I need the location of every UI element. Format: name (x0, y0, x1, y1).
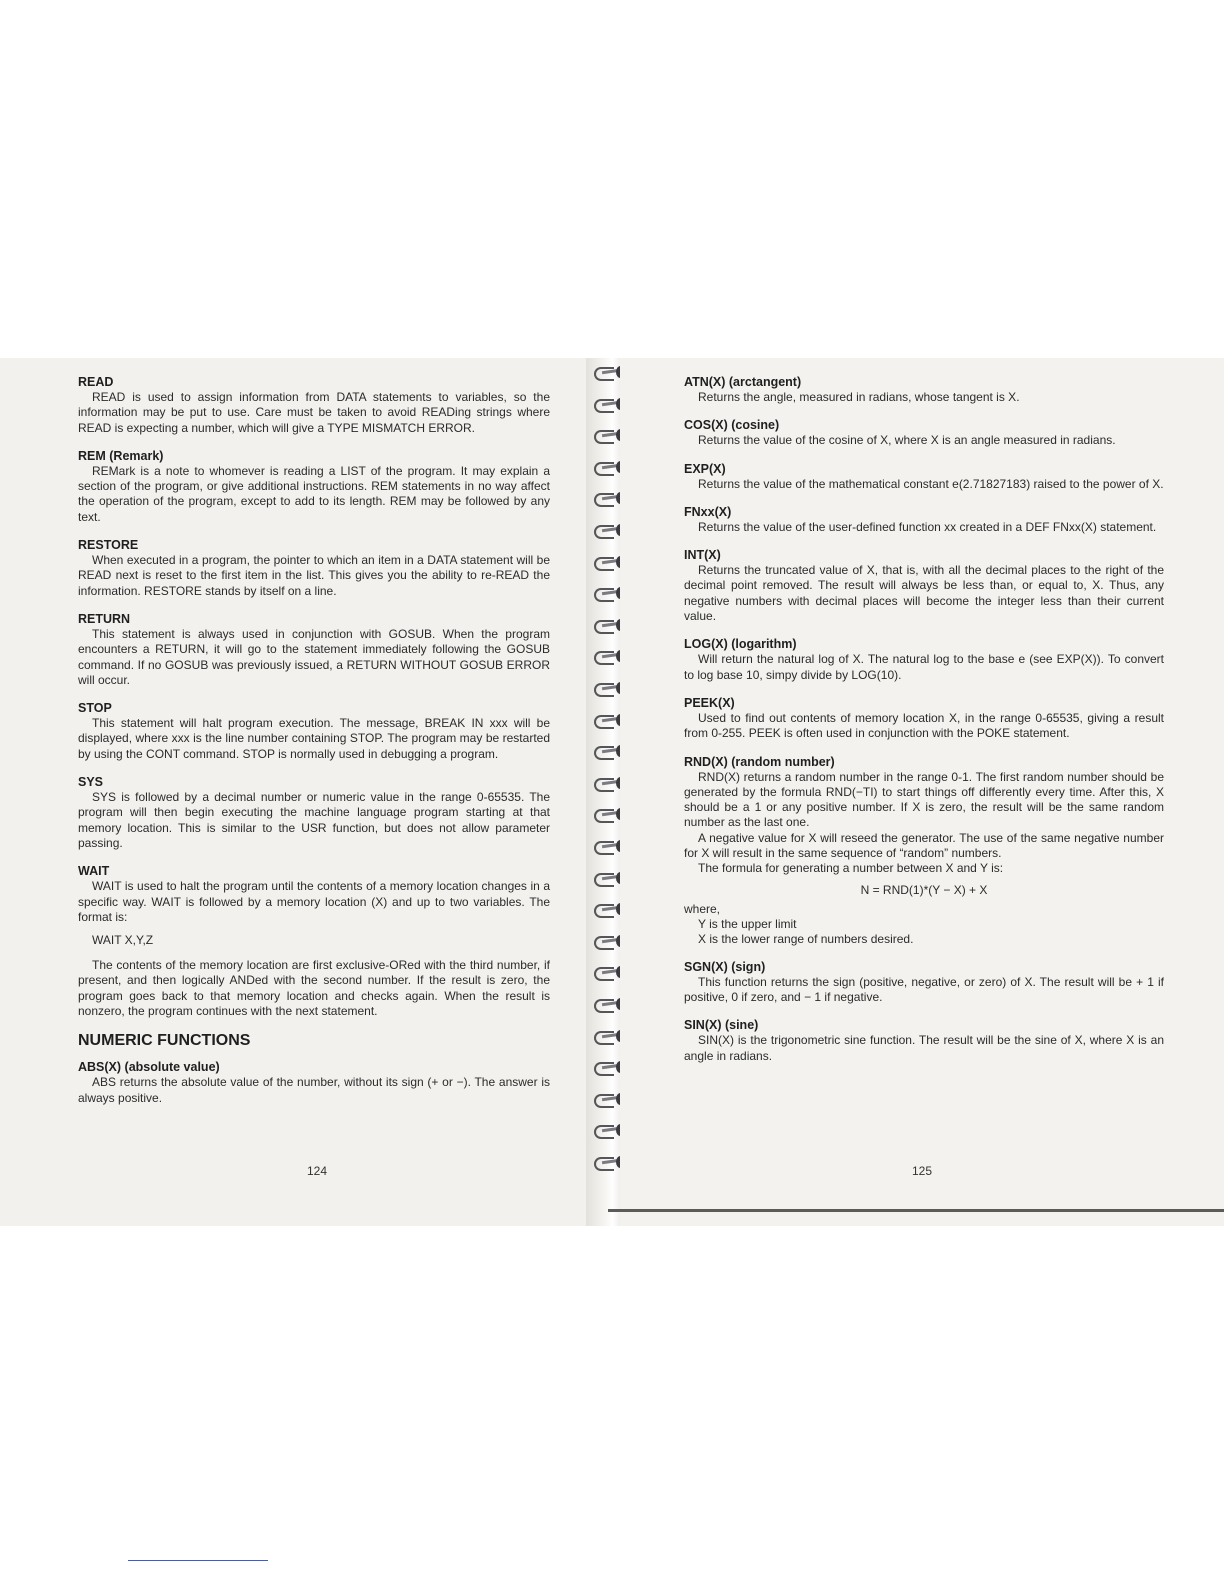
section-heading: ATN(X) (arctangent) (684, 375, 802, 389)
section-heading: PEEK(X) (684, 695, 735, 710)
section-paragraph: Returns the value of the cosine of X, where X is an angle measured in radians. (698, 433, 1116, 448)
section-paragraph: RND(X) returns a random number in the range 0-1. The first random number should be generated by the formula RND(−TI) to start things off differently every time. After this, X should be a 1 or any positive number. If X is zero, the result will be the same random number as the last one. (684, 769, 1164, 830)
section-paragraph: When executed in a program, the pointer to which an item in a DATA statement will be READ next is reset to the first item in the list. This gives you the ability to re-READ the information. RESTORE stands by itself on a line. (78, 553, 550, 598)
section-paragraph: This function returns the sign (positive, negative, or zero) of X. The result will be + 1 if positive, 0 if zero, and − 1 if negative. (684, 974, 1164, 1004)
section-paragraph: ABS returns the absolute value of the number, without its sign (+ or −). The answer is always positive. (78, 1075, 550, 1105)
section-restore (78, 537, 550, 599)
page-number: 125 (912, 1164, 933, 1178)
section-return (78, 611, 550, 688)
book-spread (0, 358, 1224, 1226)
section-paragraph: Returns the truncated value of X, that is, with all the decimal places to the right of the decimal point removed. The result will always be less than, or equal to, X. Thus, any negative numbers with decimal places will become the integer less than their current value. (684, 563, 1164, 624)
section-abs (78, 1059, 550, 1106)
section-heading: REM (Remark) (78, 448, 164, 463)
section-paragraph: WAIT is used to halt the program until the contents of a memory location changes in a specific way. WAIT is followed by a memory location (X) and up to two variables. The format is: (78, 879, 550, 924)
page-shadow (608, 1209, 1224, 1212)
section-heading: INT(X) (684, 548, 721, 563)
section-fnxx (684, 504, 1164, 535)
code-example: WAIT X,Y,Z (92, 933, 154, 948)
section-paragraph: The formula for generating a number between X and Y is: (698, 861, 1004, 876)
section-exp (684, 461, 1164, 492)
section-sin (684, 1017, 1164, 1064)
section-paragraph: Returns the angle, measured in radians, whose tangent is X. (698, 390, 1020, 404)
where-label: where, (684, 901, 721, 916)
section-paragraph: The contents of the memory location are first exclusive-ORed with the third number, if present, and then logically ANDed with the second number. If the result is zero, the program goes back to that memory location and checks again. When the result is nonzero, the program continues with the next statement. (78, 958, 550, 1019)
section-heading: EXP(X) (684, 461, 726, 476)
section-paragraph: SIN(X) is the trigonometric sine function. The result will be the sine of X, where X is an angle in radians. (684, 1033, 1164, 1063)
section-heading: FNxx(X) (684, 504, 732, 519)
section-heading: WAIT (78, 864, 110, 879)
section-paragraph: This statement will halt program execution. The message, BREAK IN xxx will be displayed, where xxx is the line number containing STOP. The program may be restarted by using the CONT command. STOP is normally used in debugging a program. (78, 716, 550, 761)
section-paragraph: This statement is always used in conjunction with GOSUB. When the program encounters a RETURN, it will go to the statement immediately following the GOSUB command. If no GOSUB was previously issued, a RETURN WITHOUT GOSUB ERROR will occur. (78, 626, 550, 687)
section-heading: LOG(X) (logarithm) (684, 637, 797, 652)
section-paragraph: Returns the value of the mathematical constant e(2.71827183) raised to the power of X. (698, 476, 1164, 491)
section-sys (78, 774, 550, 851)
section-log (684, 636, 1164, 683)
section-wait (78, 863, 550, 1019)
section-heading: RESTORE (78, 538, 139, 553)
section-heading: COS(X) (cosine) (684, 418, 780, 433)
section-stop (78, 700, 550, 762)
definition-line: Y is the upper limit (698, 916, 797, 931)
page-number: 124 (307, 1164, 328, 1178)
section-paragraph: Will return the natural log of X. The natural log to the base e (see EXP(X)). To convert to log base 10, simpy divide by LOG(10). (684, 652, 1164, 682)
section-heading: SIN(X) (sine) (684, 1018, 759, 1033)
section-read (78, 374, 550, 436)
section-int (684, 547, 1164, 624)
right-page (620, 358, 1224, 1226)
section-paragraph: Used to find out contents of memory location X, in the range 0-65535, giving a result from 0-255. PEEK is often used in conjunction with the POKE statement. (684, 710, 1164, 741)
section-peek (684, 695, 1164, 742)
section-cos (684, 417, 1164, 448)
underline-rule (128, 1560, 268, 1561)
section-heading: READ (78, 375, 114, 389)
section-heading: SGN(X) (sign) (684, 959, 766, 974)
section-heading: RETURN (78, 611, 131, 626)
section-rem (78, 448, 550, 525)
section-rnd (684, 754, 1164, 947)
section-heading: STOP (78, 701, 112, 716)
formula: N = RND(1)*(Y − X) + X (860, 882, 988, 897)
section-paragraph: Returns the value of the user-defined function xx created in a DEF FNxx(X) statement. (698, 519, 1157, 534)
section-paragraph: A negative value for X will reseed the generator. The use of the same negative number for X will result in the same sequence of “random” numbers. (684, 830, 1164, 861)
section-paragraph: SYS is followed by a decimal number or numeric value in the range 0-65535. The program will then begin executing the machine language program starting at that memory location. This is similar to the USR function, but does not allow parameter passing. (78, 790, 550, 850)
section-heading: ABS(X) (absolute value) (78, 1060, 220, 1075)
section-heading: SYS (78, 775, 104, 790)
section-sgn (684, 959, 1164, 1006)
section-heading: RND(X) (random number) (684, 754, 835, 769)
definition-line: X is the lower range of numbers desired. (698, 931, 914, 946)
left-page (0, 358, 594, 1226)
chapter-heading: NUMERIC FUNCTIONS (78, 1032, 251, 1050)
section-paragraph: REMark is a note to whomever is reading a LIST of the program. It may explain a section of the program, or give additional instructions. REM statements in no way affect the operation of the program, except to add to its length. REM may be followed by any text. (78, 463, 550, 524)
section-atn (684, 374, 1164, 405)
section-paragraph: READ is used to assign information from DATA statements to variables, so the information may be put to use. Care must be taken to avoid READing strings where READ is expecting a number, which will give a TYPE MISMATCH ERROR. (78, 390, 550, 435)
